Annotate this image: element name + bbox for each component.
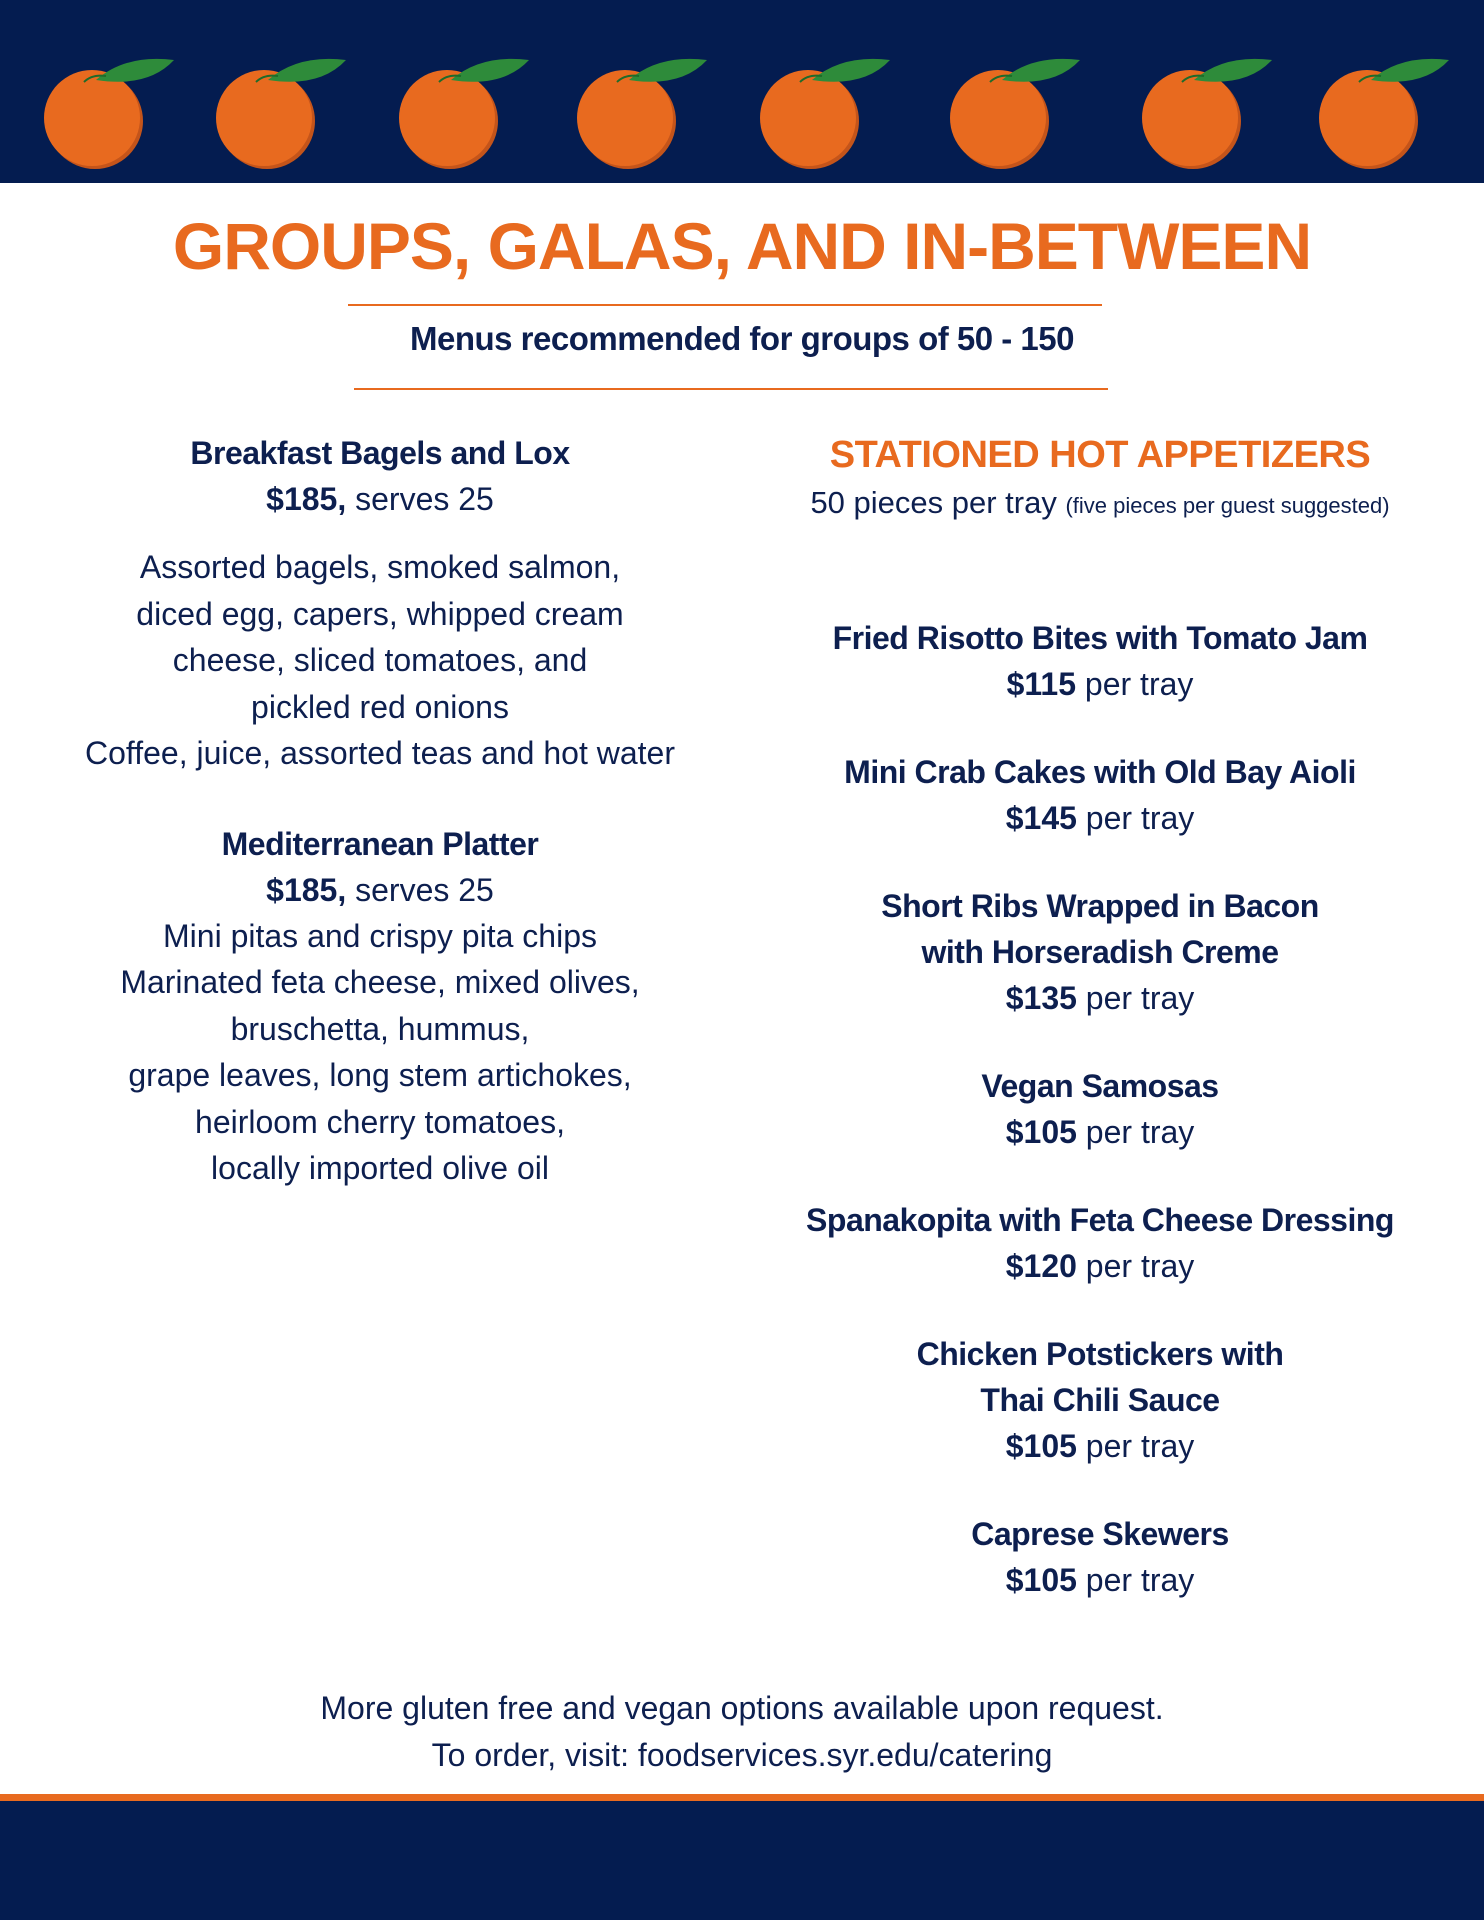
orange-icon	[216, 59, 346, 169]
item-desc-line: diced egg, capers, whipped cream	[136, 595, 624, 632]
item-price: $120	[1005, 1248, 1077, 1284]
item-title: Mini Crab Cakes with Old Bay Aioli	[844, 754, 1356, 790]
item-price-line	[780, 661, 1420, 707]
section-title: STATIONED HOT APPETIZERS	[829, 434, 1371, 476]
item-title: Breakfast Bagels and Lox	[190, 435, 570, 471]
title-divider-top	[348, 304, 1102, 306]
item-title: Thai Chili Sauce	[980, 1382, 1220, 1418]
footer-line-options: More gluten free and vegan options available upon request.	[320, 1690, 1164, 1726]
item-desc-line: grape leaves, long stem artichokes,	[128, 1057, 632, 1093]
item-title: Short Ribs Wrapped in Bacon	[881, 888, 1319, 924]
item-price-line	[780, 1557, 1420, 1603]
item-desc-line: Coffee, juice, assorted teas and hot water	[85, 735, 675, 771]
item-unit: per tray	[1076, 666, 1194, 702]
appetizer-spanakopita	[780, 1197, 1420, 1289]
item-price: $105	[1005, 1428, 1077, 1464]
item-unit: per tray	[1076, 1428, 1195, 1464]
appetizer-potstickers	[780, 1331, 1420, 1469]
item-title: Fried Risotto Bites with Tomato Jam	[832, 620, 1368, 656]
item-price: $135	[1005, 980, 1077, 1016]
footer-banner	[0, 1801, 1484, 1920]
orange-icon	[577, 59, 707, 169]
orange-icon	[399, 59, 529, 169]
footer-divider	[0, 1794, 1484, 1801]
appetizer-samosas	[780, 1063, 1420, 1155]
item-price: $115	[1006, 666, 1077, 702]
item-title: Caprese Skewers	[971, 1516, 1229, 1552]
tray-note-suggestion: (five pieces per guest suggested)	[1065, 493, 1390, 518]
item-unit: per tray	[1076, 980, 1195, 1016]
appetizer-caprese	[780, 1511, 1420, 1603]
item-unit: per tray	[1076, 1114, 1195, 1150]
item-price: $105	[1005, 1562, 1077, 1598]
title-divider-bottom	[354, 388, 1108, 390]
item-title: Vegan Samosas	[981, 1068, 1219, 1104]
item-serves: serves 25	[346, 481, 494, 517]
orange-icon	[760, 59, 890, 169]
orange-icon	[1142, 59, 1272, 169]
tray-note	[780, 480, 1420, 529]
item-price: $105	[1005, 1114, 1077, 1150]
item-desc-line: heirloom cherry tomatoes,	[195, 1103, 565, 1140]
orange-icon	[44, 59, 174, 169]
item-price-line	[60, 476, 700, 522]
footer-line-order: To order, visit: foodservices.syr.edu/catering	[431, 1736, 1053, 1773]
orange-row	[0, 0, 1484, 183]
item-serves: serves 25	[346, 871, 494, 908]
menu-item-bagels	[60, 430, 700, 777]
appetizer-risotto	[780, 615, 1420, 707]
item-unit: per tray	[1076, 1248, 1195, 1284]
item-desc-line: Mini pitas and crispy pita chips	[163, 917, 597, 954]
item-price-line	[780, 1423, 1420, 1469]
left-column	[60, 430, 700, 1192]
item-title: Spanakopita with Feta Cheese Dressing	[806, 1202, 1394, 1238]
footer-note	[0, 1685, 1484, 1778]
item-price-line	[780, 1243, 1420, 1289]
orange-icon	[1319, 59, 1449, 169]
menu-item-mediterranean	[60, 821, 700, 1192]
item-title: with Horseradish Creme	[921, 934, 1279, 970]
item-desc-line: Assorted bagels, smoked salmon,	[139, 549, 621, 585]
item-unit: per tray	[1076, 800, 1195, 836]
appetizer-short-ribs	[780, 883, 1420, 1021]
item-desc-line: cheese, sliced tomatoes, and	[172, 642, 588, 678]
item-title: Chicken Potstickers with	[916, 1336, 1284, 1372]
item-title: Mediterranean Platter	[221, 825, 539, 862]
page-subtitle: Menus recommended for groups of 50 - 150	[410, 320, 1074, 357]
item-price-line	[780, 975, 1420, 1021]
item-desc-line: bruschetta, hummus,	[230, 1010, 530, 1047]
item-price-line	[780, 795, 1420, 841]
item-unit: per tray	[1076, 1562, 1195, 1598]
item-desc-line: locally imported olive oil	[211, 1150, 549, 1186]
right-column	[780, 430, 1420, 1603]
page-title: GROUPS, GALAS, AND IN-BETWEEN	[172, 209, 1312, 283]
appetizer-crab-cakes	[780, 749, 1420, 841]
orange-icon	[950, 59, 1080, 169]
item-desc-line: Marinated feta cheese, mixed olives,	[120, 964, 640, 1000]
item-price-line	[60, 867, 700, 913]
tray-note-main: 50 pieces per tray	[810, 485, 1057, 520]
item-desc-line: pickled red onions	[251, 688, 509, 725]
item-price-line	[780, 1109, 1420, 1155]
item-price: $185,	[266, 871, 347, 908]
item-price: $145	[1005, 800, 1077, 836]
item-price: $185,	[266, 481, 347, 517]
